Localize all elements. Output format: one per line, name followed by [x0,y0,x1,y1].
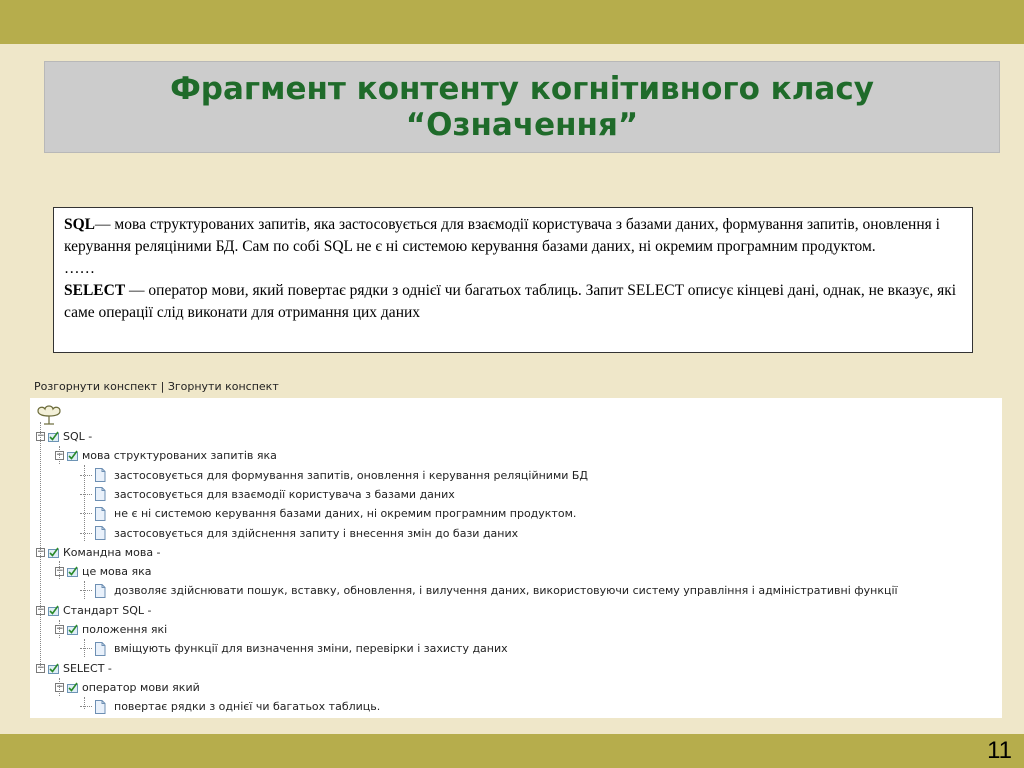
tree-item-label: застосовується для формування запитів, оновлення і керування реляційними БД [114,468,589,482]
minus-box-icon[interactable]: − [56,681,64,692]
tree-connector [80,648,92,649]
tree-icon [34,404,64,426]
tree-item-label: застосовується для здійснення запиту і внесення змін до бази даних [114,526,519,540]
concept-tree-panel [30,398,1002,718]
slide-title-box [44,61,1000,153]
slide-title-line1: Фрагмент контенту когнітивного класу [170,71,874,107]
document-icon [94,468,106,482]
outline-links [34,380,279,393]
tree-relation-item[interactable] [55,562,152,581]
bottom-bar [0,734,1024,768]
checkmark-icon [48,431,59,442]
document-icon [94,487,106,501]
tree-leaf-item[interactable] [80,639,508,658]
tree-leaf-item[interactable] [80,504,576,523]
tree-item-label: це мова яка [82,565,152,579]
checkmark-icon [48,605,59,616]
tree-concept-item[interactable] [36,601,152,620]
document-icon [94,507,106,521]
tree-item-label: повертає рядки з однієї чи багатьох таблиць. [114,700,381,714]
tree-guide-line [84,639,85,657]
tree-item-label: положення які [82,623,168,636]
ellipsis: …… [64,260,95,277]
slide-title-line2: “Означення” [405,107,639,143]
tree-leaf-item[interactable] [80,466,588,485]
page-number: 11 [987,737,1012,764]
tree-connector [80,513,92,514]
tree-relation-item[interactable] [55,446,277,465]
collapse-outline-link[interactable]: Згорнути конспект [167,380,279,393]
select-definition-text: — оператор мови, який повертає рядки з однієї чи багатьох таблиць. Запит SELECT описує кінцеві дані, однак, не вказує, які саме операції слід виконати для отримання цих даних [64,282,957,321]
tree-connector [80,494,92,495]
document-icon [94,642,106,656]
tree-item-label: оператор мови який [82,680,200,694]
tree-connector [80,706,92,707]
tree-item-label: вміщують функції для визначення зміни, перевірки і захисту даних [114,642,508,656]
tree-guide-line [59,561,60,579]
tree-item-label: Командна мова - [63,545,161,559]
minus-box-icon[interactable]: − [56,450,64,461]
tree-guide-line [40,422,41,670]
checkmark-icon [67,450,78,461]
tree-leaf-item[interactable] [80,524,518,543]
minus-box-icon[interactable]: − [56,624,64,634]
checkmark-icon [48,663,59,674]
minus-box-icon[interactable]: − [37,431,45,441]
tree-concept-item[interactable] [36,543,161,562]
checkmark-icon [67,682,78,693]
tree-relation-item[interactable] [55,678,200,697]
tree-leaf-item[interactable] [80,581,898,600]
document-icon [94,526,106,540]
tree-connector [80,533,92,534]
sql-definition-text: — мова структурованих запитів, яка застосовується для взаємодії користувача з базами даних, формування запитів, оновлення і керування реляціними БД. Сам по собі SQL не є ні системою керування базами даних, ні окремим програмним продуктом. [64,216,940,255]
tree-leaf-item[interactable] [80,697,380,716]
tree-item-label: SELECT - [63,661,112,675]
tree-leaf-item[interactable] [80,485,455,504]
top-bar [0,0,1024,44]
document-icon [94,584,106,598]
tree-connector [80,475,92,476]
select-definition [64,280,962,324]
tree-item-label: SQL - [63,430,93,443]
checkmark-icon [48,547,59,558]
tree-item-label: мова структурованих запитів яка [82,449,277,463]
tree-concept-item[interactable] [36,427,92,446]
checkmark-icon [67,624,78,635]
minus-box-icon[interactable]: − [37,662,45,673]
select-term: SELECT [64,282,126,299]
tree-item-label: дозволяє здійснювати пошук, вставку, обновлення, і вилучення даних, використовуючи систему управління і адміністративні функції [114,584,898,598]
checkmark-icon [67,566,78,577]
tree-guide-line [59,620,60,638]
outline-separator: | [160,380,165,393]
tree-guide-line [84,581,85,599]
tree-connector [80,590,92,591]
tree-concept-item[interactable] [36,659,112,678]
tree-relation-item[interactable] [55,620,167,639]
tree-item-label: застосовується для взаємодії користувача з базами даних [114,487,455,501]
minus-box-icon[interactable]: − [37,546,45,557]
tree-item-label: Стандарт SQL - [63,603,152,617]
minus-box-icon[interactable]: − [56,566,64,577]
tree-item-label: не є ні системою керування базами даних, ні окремим програмним продуктом. [114,507,577,521]
sql-definition [64,214,962,258]
sql-term: SQL [64,216,96,233]
definition-box [53,207,973,353]
expand-outline-link[interactable]: Розгорнути конспект [34,380,158,393]
tree-guide-line [84,465,85,541]
tree-guide-line [84,697,85,709]
tree-guide-line [59,446,60,464]
minus-box-icon[interactable]: − [37,604,45,615]
tree-guide-line [59,678,60,696]
document-icon [94,700,106,714]
